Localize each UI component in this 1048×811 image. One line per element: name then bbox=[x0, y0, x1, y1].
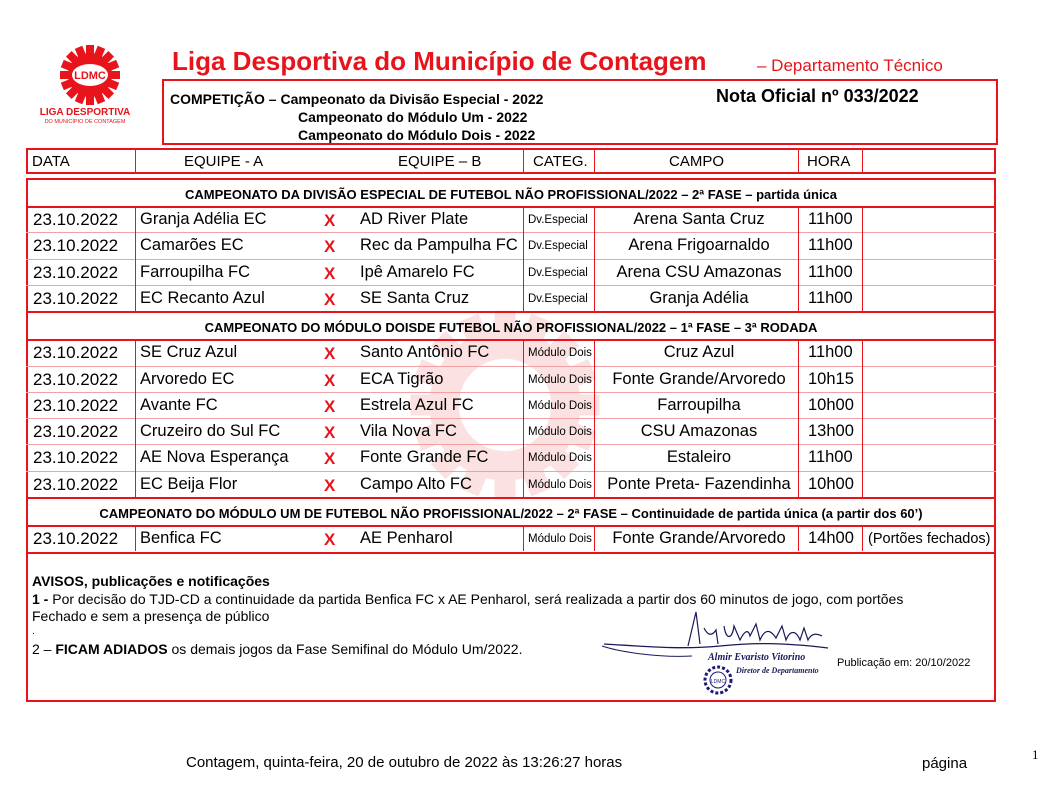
row-team-b: Fonte Grande FC bbox=[360, 448, 489, 467]
row-time: 11h00 bbox=[808, 343, 853, 362]
column-divider bbox=[135, 339, 136, 497]
column-divider bbox=[135, 206, 136, 311]
signer-name: Almir Evaristo Vitorino bbox=[708, 652, 806, 663]
notice-1-cont: Fechado e sem a presença de público bbox=[32, 608, 270, 624]
col-header-field: CAMPO bbox=[669, 153, 725, 170]
row-team-a: Arvoredo EC bbox=[140, 369, 235, 388]
page-subtitle: – Departamento Técnico bbox=[757, 56, 943, 75]
row-field: Cruz Azul bbox=[663, 343, 735, 362]
logo-subname: DO MUNICÍPIO DE CONTAGEM bbox=[44, 119, 126, 125]
section-title-divider bbox=[26, 525, 996, 527]
row-team-a: Cruzeiro do Sul FC bbox=[140, 422, 281, 441]
row-date: 23.10.2022 bbox=[33, 395, 119, 415]
row-time: 13h00 bbox=[808, 422, 854, 441]
row-team-b: AE Penharol bbox=[360, 529, 453, 547]
row-time: 11h00 bbox=[808, 288, 853, 307]
row-category: Módulo Dois bbox=[528, 533, 592, 545]
row-team-b: AD River Plate bbox=[360, 210, 469, 228]
row-team-a: SE Cruz Azul bbox=[140, 343, 238, 362]
row-team-b: SE Santa Cruz bbox=[360, 288, 470, 307]
row-date: 23.10.2022 bbox=[33, 210, 119, 229]
row-team-b: Rec da Pampulha FC bbox=[360, 236, 518, 255]
row-date: 23.10.2022 bbox=[33, 448, 119, 468]
row-field: Ponte Preta- Fazendinha bbox=[607, 474, 791, 493]
column-divider bbox=[523, 206, 524, 311]
column-divider bbox=[135, 525, 136, 551]
column-divider bbox=[798, 339, 799, 497]
row-versus: X bbox=[324, 530, 336, 549]
row-date: 23.10.2022 bbox=[33, 422, 119, 442]
publication-date: Publicação em: 20/10/2022 bbox=[837, 657, 971, 669]
row-time: 14h00 bbox=[808, 529, 854, 547]
logo-name: LIGA DESPORTIVA bbox=[39, 107, 131, 118]
row-time: 10h15 bbox=[808, 369, 854, 388]
row-field: Arena CSU Amazonas bbox=[616, 262, 782, 281]
footer-datetime: Contagem, quinta-feira, 20 de outubro de 2022 às 13:26:27 horas bbox=[186, 754, 623, 771]
row-team-b: Santo Antônio FC bbox=[360, 343, 490, 362]
row-field: Fonte Grande/Arvoredo bbox=[612, 529, 786, 547]
col-header-data: DATA bbox=[32, 153, 70, 170]
row-notes: (Portões fechados) bbox=[868, 531, 991, 547]
row-field: Arena Santa Cruz bbox=[633, 210, 765, 228]
page-title: Liga Desportiva do Município de Contagem bbox=[172, 46, 707, 76]
row-team-a: Benfica FC bbox=[140, 529, 222, 547]
row-date: 23.10.2022 bbox=[33, 262, 119, 282]
row-date: 23.10.2022 bbox=[33, 236, 119, 256]
column-divider bbox=[594, 525, 595, 551]
row-time: 11h00 bbox=[808, 210, 853, 228]
row-team-a: AE Nova Esperança bbox=[140, 448, 289, 467]
row-category: Dv.Especial bbox=[528, 266, 588, 279]
row-team-a: Camarões EC bbox=[140, 236, 244, 255]
row-field: Granja Adélia bbox=[649, 288, 749, 307]
page-number: 1 bbox=[1032, 747, 1039, 762]
row-time: 11h00 bbox=[808, 262, 853, 281]
competition-line-2: Campeonato do Módulo Um - 2022 bbox=[298, 109, 528, 125]
signer-role: Diretor de Departamento bbox=[736, 666, 819, 675]
column-divider bbox=[862, 339, 863, 497]
official-note-number: Nota Oficial nº 033/2022 bbox=[716, 86, 919, 106]
section-divider bbox=[26, 497, 996, 499]
row-team-b: Ipê Amarelo FC bbox=[360, 262, 475, 281]
row-category: Dv.Especial bbox=[528, 240, 588, 253]
row-team-a: Avante FC bbox=[140, 395, 218, 414]
column-divider bbox=[594, 206, 595, 311]
row-category: Módulo Dois bbox=[528, 478, 592, 491]
competition-line-3: Campeonato do Módulo Dois - 2022 bbox=[298, 127, 536, 143]
notices-heading: AVISOS, publicações e notificações bbox=[32, 573, 270, 589]
row-divider bbox=[26, 471, 996, 472]
row-field: Farroupilha bbox=[657, 395, 741, 414]
section-divider bbox=[26, 311, 996, 313]
row-team-b: Vila Nova FC bbox=[360, 422, 457, 441]
row-date: 23.10.2022 bbox=[33, 288, 119, 308]
column-divider bbox=[798, 525, 799, 551]
section-title: CAMPEONATO DO MÓDULO DOISDE FUTEBOL NÃO PROFISSIONAL/2022 – 1ª FASE – 3ª RODADA bbox=[204, 320, 818, 336]
section-title: CAMPEONATO DA DIVISÃO ESPECIAL DE FUTEBOL NÃO PROFISSIONAL/2022 – 2ª FASE – partida única bbox=[184, 187, 838, 202]
row-field: CSU Amazonas bbox=[640, 422, 758, 441]
row-divider bbox=[26, 259, 996, 260]
row-divider bbox=[26, 392, 996, 393]
col-header-time: HORA bbox=[807, 153, 851, 170]
row-category: Módulo Dois bbox=[528, 373, 592, 386]
row-category: Módulo Dois bbox=[528, 452, 592, 465]
column-divider bbox=[862, 525, 863, 551]
row-field: Estaleiro bbox=[666, 448, 732, 467]
competition-line-1: COMPETIÇÃO – Campeonato da Divisão Especial - 2022 bbox=[170, 91, 544, 107]
row-divider bbox=[26, 418, 996, 419]
section-title-divider bbox=[26, 339, 996, 341]
row-team-a: Farroupilha FC bbox=[140, 262, 251, 281]
row-category: Módulo Dois bbox=[528, 426, 592, 439]
row-time: 10h00 bbox=[808, 395, 854, 414]
column-header-row bbox=[26, 148, 996, 174]
row-date: 23.10.2022 bbox=[33, 474, 119, 494]
row-divider bbox=[26, 444, 996, 445]
row-versus: X bbox=[324, 475, 336, 495]
row-category: Módulo Dois bbox=[528, 399, 592, 412]
row-date: 23.10.2022 bbox=[33, 369, 119, 389]
row-team-a: Granja Adélia EC bbox=[140, 210, 267, 228]
row-date: 23.10.2022 bbox=[33, 529, 119, 548]
column-divider bbox=[523, 339, 524, 497]
row-team-a: EC Beija Flor bbox=[140, 474, 238, 493]
row-team-b: ECA Tigrão bbox=[360, 369, 444, 388]
notice-dot: . bbox=[32, 626, 35, 637]
row-divider bbox=[26, 232, 996, 233]
row-team-a: EC Recanto Azul bbox=[140, 288, 265, 307]
row-versus: X bbox=[324, 237, 336, 257]
col-header-team-b: EQUIPE – B bbox=[398, 153, 482, 170]
col-header-team-a: EQUIPE - A bbox=[184, 153, 264, 170]
row-divider bbox=[26, 366, 996, 367]
column-divider bbox=[523, 525, 524, 551]
row-team-b: Estrela Azul FC bbox=[360, 395, 474, 414]
row-versus: X bbox=[324, 370, 336, 390]
row-field: Fonte Grande/Arvoredo bbox=[612, 369, 786, 388]
section-title-divider bbox=[26, 206, 996, 208]
row-versus: X bbox=[324, 289, 336, 309]
row-time: 11h00 bbox=[808, 448, 853, 467]
col-header-category: CATEG. bbox=[533, 153, 588, 170]
row-versus: X bbox=[324, 396, 336, 416]
column-divider bbox=[594, 339, 595, 497]
row-date: 23.10.2022 bbox=[33, 343, 119, 363]
row-team-b: Campo Alto FC bbox=[360, 474, 472, 493]
row-category: Módulo Dois bbox=[528, 347, 592, 360]
row-versus: X bbox=[324, 263, 336, 283]
row-versus: X bbox=[324, 344, 336, 364]
row-versus: X bbox=[324, 449, 336, 469]
row-versus: X bbox=[324, 423, 336, 443]
column-divider bbox=[862, 206, 863, 311]
row-category: Dv.Especial bbox=[528, 214, 588, 226]
row-time: 10h00 bbox=[808, 474, 854, 493]
column-divider bbox=[798, 206, 799, 311]
notice-1: 1 - Por decisão do TJD-CD a continuidade da partida Benfica FC x AE Penharol, será realizada a partir dos 60 minutos de jogo, com portões bbox=[32, 591, 904, 607]
notice-2: 2 – FICAM ADIADOS os demais jogos da Fase Semifinal do Módulo Um/2022. bbox=[32, 641, 523, 657]
section-title: CAMPEONATO DO MÓDULO UM DE FUTEBOL NÃO PROFISSIONAL/2022 – 2ª FASE – Continuidade de partida única (a partir dos 60’) bbox=[99, 506, 923, 521]
row-time: 11h00 bbox=[808, 236, 853, 255]
row-divider bbox=[26, 285, 996, 286]
footer-page-label: página bbox=[922, 755, 968, 772]
logo-badge-text: LDMC bbox=[74, 70, 106, 82]
row-category: Dv.Especial bbox=[528, 292, 588, 305]
row-field: Arena Frigoarnaldo bbox=[628, 236, 770, 255]
stamp-badge-text: LDMC bbox=[710, 679, 726, 685]
row-versus: X bbox=[324, 211, 336, 230]
